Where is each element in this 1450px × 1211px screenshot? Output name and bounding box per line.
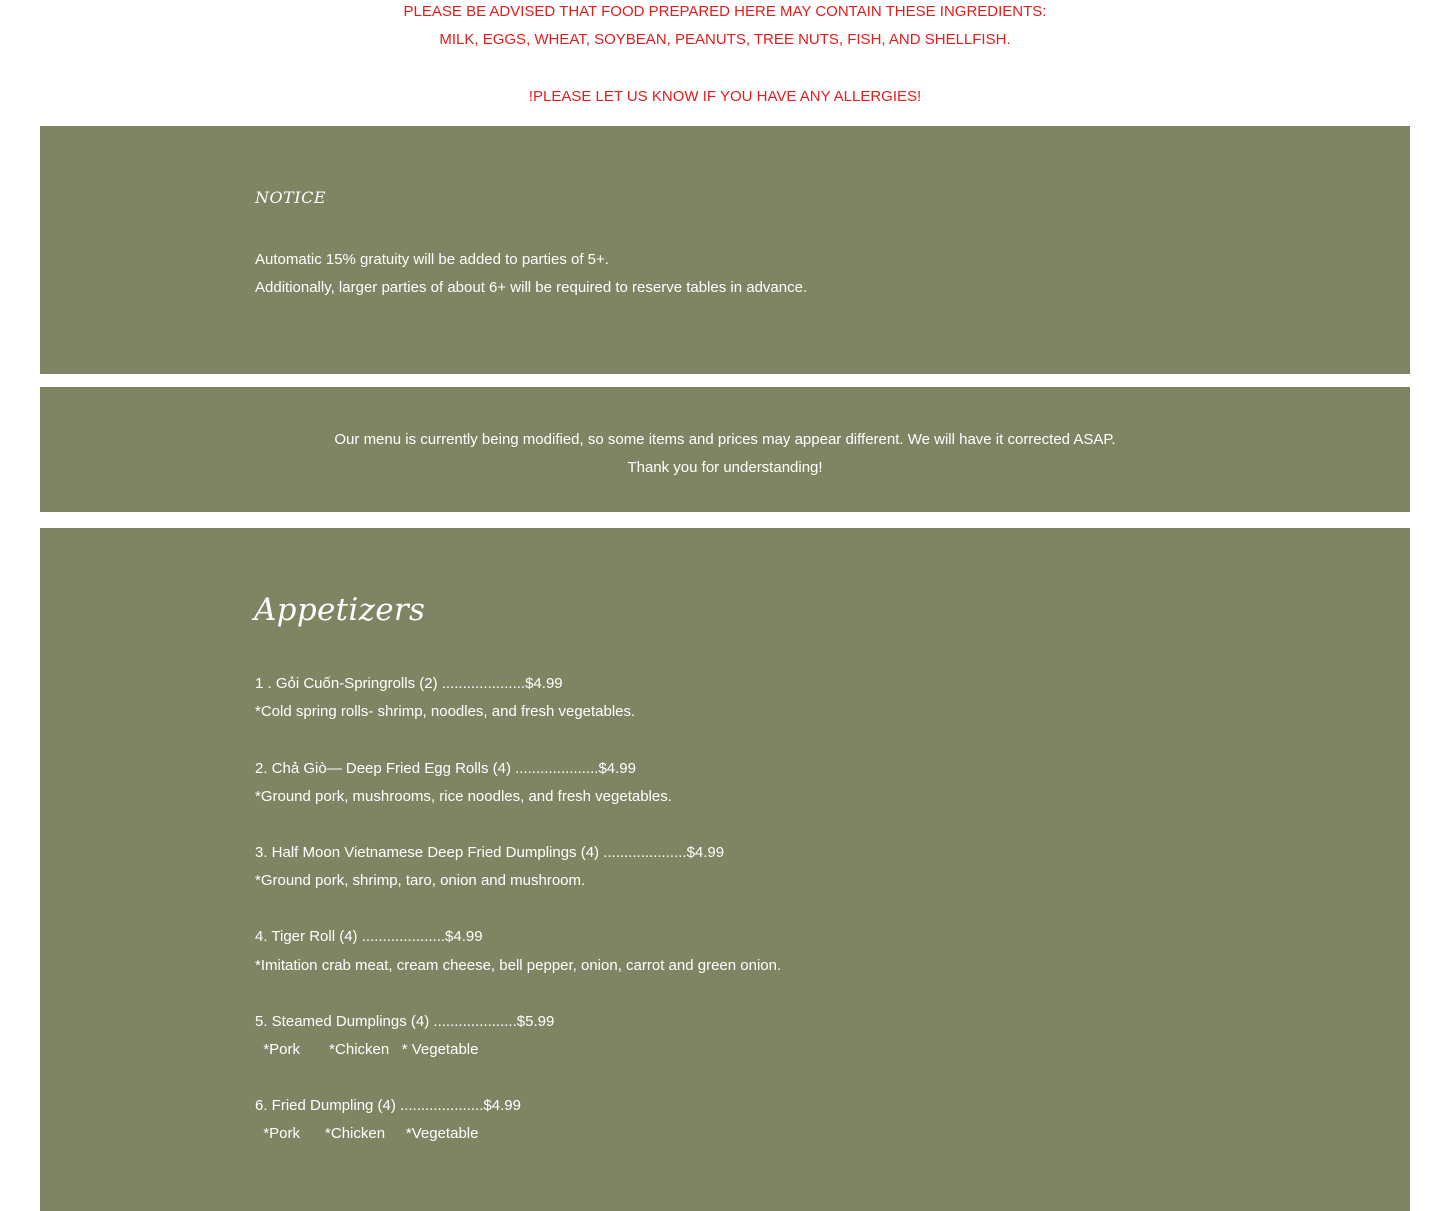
menu-item-title: 1 . Gỏi Cuốn-Springrolls (2) ....................$4.99	[255, 675, 563, 692]
menu-item-title: 2. Chả Giò— Deep Fried Egg Rolls (4) ....................$4.99	[255, 760, 636, 777]
allergy-warning-line-1: PLEASE BE ADVISED THAT FOOD PREPARED HERE MAY CONTAIN THESE INGREDIENTS:	[403, 3, 1047, 20]
appetizers-heading: Appetizers	[254, 592, 426, 628]
menu-item-description: *Ground pork, mushrooms, rice noodles, and fresh vegetables.	[255, 788, 672, 805]
allergy-warning-line-2: MILK, EGGS, WHEAT, SOYBEAN, PEANUTS, TREE NUTS, FISH, AND SHELLFISH.	[439, 31, 1011, 48]
menu-item-title: 5. Steamed Dumplings (4) ....................$5.99	[255, 1013, 555, 1030]
notice-panel	[40, 126, 1410, 374]
menu-item-title: 4. Tiger Roll (4) ....................$4.99	[255, 928, 483, 945]
appetizers-panel	[40, 528, 1410, 1211]
menu-item-title: 3. Half Moon Vietnamese Deep Fried Dumplings (4) ....................$4.99	[255, 844, 725, 861]
menu-item-title: 6. Fried Dumpling (4) ....................$4.99	[255, 1097, 521, 1114]
menu-item-description: *Imitation crab meat, cream cheese, bell pepper, onion, carrot and green onion.	[255, 957, 782, 974]
allergy-request-line: !PLEASE LET US KNOW IF YOU HAVE ANY ALLERGIES!	[528, 88, 922, 105]
menu-update-panel	[40, 387, 1410, 512]
menu-item-options: *Pork *Chicken *Vegetable	[255, 1125, 479, 1142]
menu-update-message: Our menu is currently being modified, so some items and prices may appear different. We will have it corrected ASAP.	[334, 431, 1116, 448]
menu-item-description: *Ground pork, shrimp, taro, onion and mushroom.	[255, 872, 586, 889]
gratuity-notice: Automatic 15% gratuity will be added to parties of 5+.	[255, 251, 609, 268]
menu-item-description: *Cold spring rolls- shrimp, noodles, and fresh vegetables.	[255, 703, 636, 720]
menu-item-options: *Pork *Chicken * Vegetable	[255, 1041, 479, 1058]
notice-heading: NOTICE	[255, 188, 327, 207]
menu-update-thanks: Thank you for understanding!	[627, 459, 823, 476]
reservation-notice: Additionally, larger parties of about 6+ will be required to reserve tables in advance.	[255, 279, 808, 296]
